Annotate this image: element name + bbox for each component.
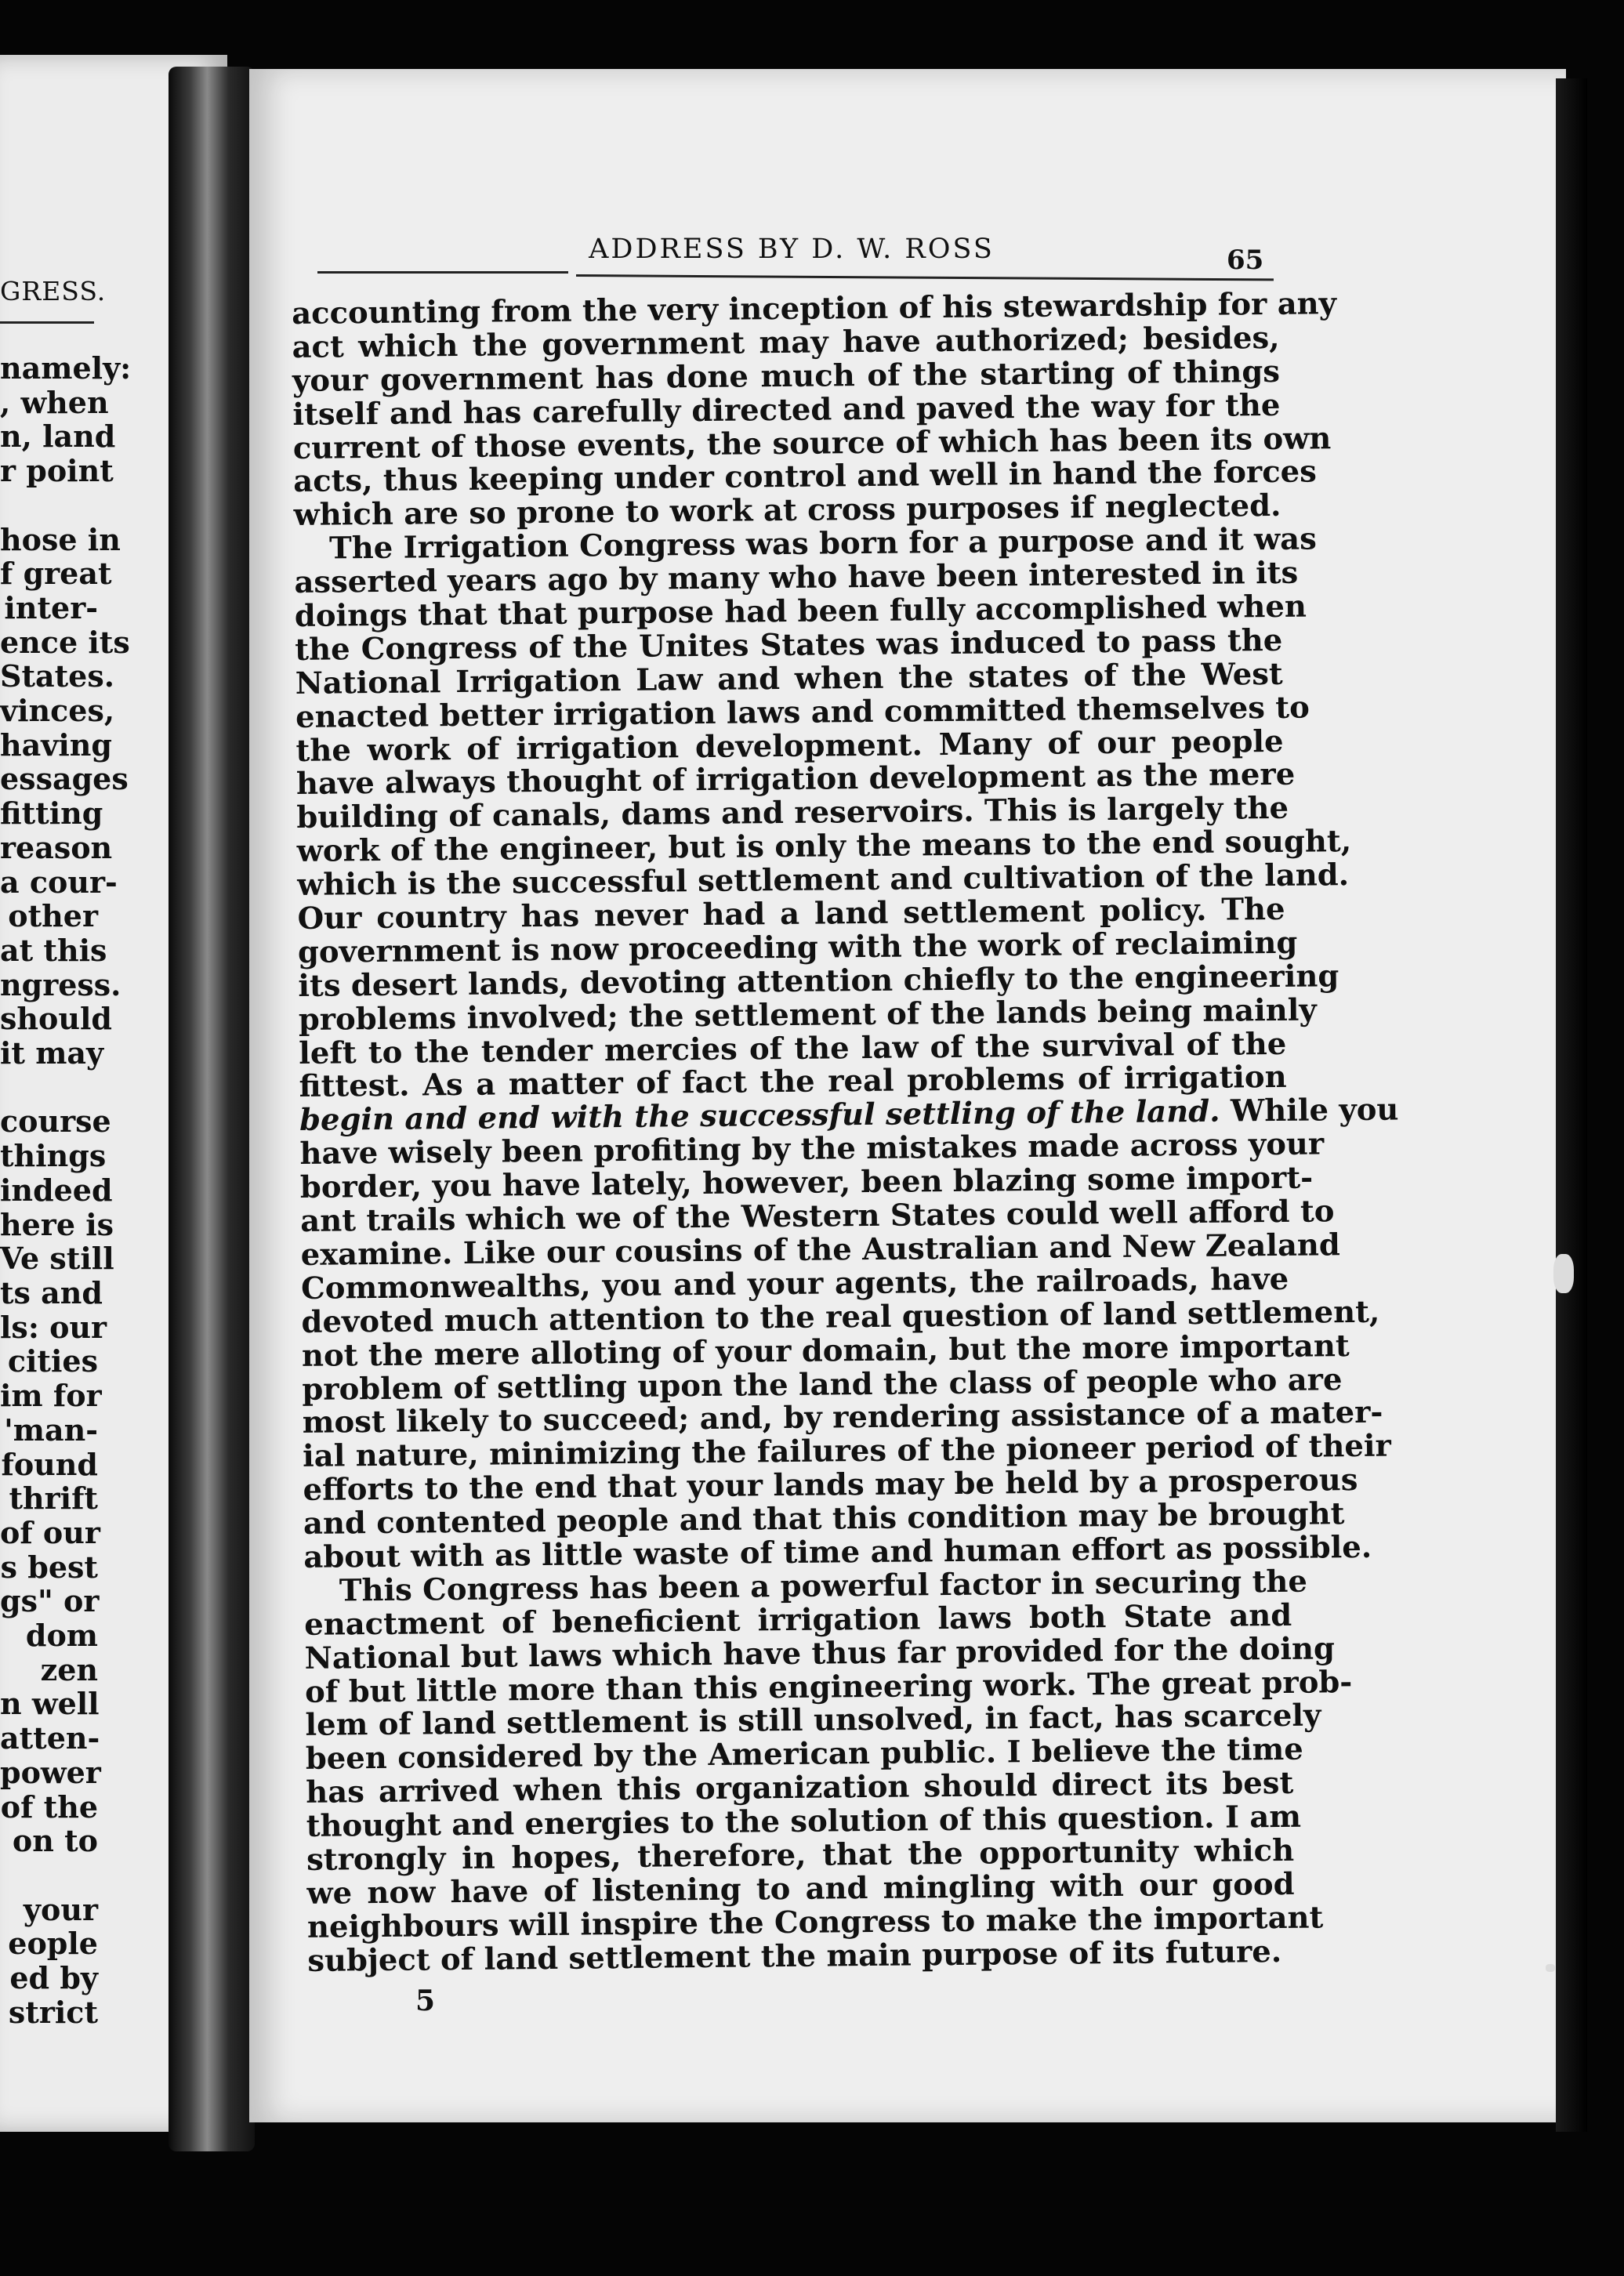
text-line: has arrived when this organization should direct its best	[306, 1766, 1294, 1811]
left-text-line: ence its	[0, 624, 130, 660]
left-text-line: reason	[0, 829, 113, 865]
left-text-line: namely:	[0, 350, 132, 386]
text-line: enactment of beneficient irrigation laws both State and	[304, 1597, 1292, 1643]
text-line: the Congress of the Unites States was induced to pass the	[295, 622, 1283, 668]
text-line: devoted much attention to the real question of land settlement,	[301, 1294, 1380, 1340]
text-line: subject of land settlement the main purpose of its future.	[307, 1934, 1282, 1979]
left-text-line: power	[0, 1754, 101, 1790]
text-line: doings that that purpose had been fully accomplished when	[294, 589, 1307, 634]
text-line: strongly in hopes, therefore, that the opportunity which	[306, 1832, 1295, 1878]
paper-speck	[1553, 1254, 1574, 1293]
text-line: your government has done much of the starting of things	[292, 353, 1281, 399]
text-line: have wisely been profiting by the mistakes made across your	[299, 1126, 1325, 1172]
text-fragment: While you	[1220, 1092, 1399, 1130]
body-text	[291, 286, 1399, 1979]
left-text-line: of the	[0, 1789, 98, 1825]
left-running-title: GRESS.	[0, 276, 107, 306]
text-line: left to the tender mercies of the law of the survival of the	[299, 1026, 1287, 1071]
text-line: act which the government may have authorized; besides,	[292, 320, 1280, 365]
text-line: acts, thus keeping under control and well in hand the forces	[293, 454, 1318, 500]
left-text-line: Ve still	[0, 1241, 114, 1277]
left-page-text	[0, 350, 132, 2030]
left-text-line: eople	[8, 1926, 98, 1962]
left-text-line	[0, 1858, 98, 1893]
left-text-line: a cour-	[0, 864, 118, 900]
left-text-line: dom	[25, 1618, 98, 1654]
left-text-line: having	[0, 727, 112, 763]
left-text-line	[0, 1071, 98, 1105]
left-text-line: thrift	[9, 1480, 98, 1517]
text-line: which are so prone to work at cross purposes if neglected.	[293, 488, 1281, 534]
left-text-line: other	[8, 898, 98, 934]
italic-phrase: begin and end with the successful settling of the land.	[299, 1094, 1220, 1139]
text-line: have always thought of irrigation development as the mere	[295, 757, 1296, 803]
left-text-line: f great	[0, 556, 112, 592]
text-line: thought and energies to the solution of this question. I am	[306, 1799, 1302, 1844]
text-line: border, you have lately, however, been blazing some import-	[299, 1160, 1314, 1206]
text-line: problems involved; the settlement of the lands being mainly	[298, 992, 1317, 1038]
text-line: we now have of listening to and mingling with our good	[306, 1866, 1295, 1912]
text-line: most likely to succeed; and, by rendering assistance of a mater-	[302, 1395, 1383, 1441]
text-line: National but laws which have thus far provided for the doing	[304, 1630, 1336, 1676]
left-text-line: inter-	[4, 589, 98, 625]
text-line: its desert lands, devoting attention chiefly to the engineering	[298, 959, 1339, 1004]
left-text-line: should	[0, 1001, 113, 1037]
left-text-line: indeed	[0, 1172, 113, 1208]
text-line: neighbours will inspire the Congress to make the important	[306, 1900, 1324, 1945]
text-line: problem of settling upon the land the class of people who are	[302, 1361, 1343, 1408]
left-text-line: r point	[0, 453, 114, 489]
text-line: efforts to the end that your lands may be held by a prosperous	[303, 1462, 1358, 1509]
left-text-line: at this	[0, 932, 107, 968]
left-text-line: States.	[0, 658, 114, 694]
text-line: current of those events, the source of which has been its own	[292, 420, 1332, 466]
left-text-line: ngress.	[0, 966, 121, 1002]
text-line: government is now proceeding with the work of reclaiming	[297, 925, 1298, 970]
left-text-line: gs" or	[0, 1583, 100, 1619]
left-text-line	[0, 488, 98, 523]
left-text-line: strict	[8, 1994, 98, 2030]
left-text-line: n, land	[0, 419, 116, 455]
left-text-line: found	[1, 1446, 98, 1482]
left-text-line: course	[0, 1104, 111, 1140]
running-title: ADDRESS BY D. W. ROSS	[589, 234, 995, 265]
text-line: the work of irrigation development. Many of our people	[295, 723, 1284, 769]
left-text-line: things	[0, 1138, 107, 1174]
left-text-line: essages	[0, 761, 129, 797]
page-edge-shadow	[1556, 78, 1587, 2132]
left-text-line: your	[23, 1891, 98, 1927]
left-text-line: ts and	[0, 1274, 103, 1310]
left-text-line: fitting	[0, 796, 103, 832]
text-line: itself and has carefully directed and paved the way for the	[292, 387, 1281, 433]
text-line: asserted years ago by many who have been interested in its	[294, 555, 1299, 601]
text-line: of but little more than this engineering work. The great prob-	[304, 1664, 1353, 1710]
left-text-line: cities	[7, 1343, 98, 1379]
left-text-line: n well	[0, 1686, 100, 1722]
signature-mark: 5	[415, 1984, 436, 2017]
left-text-line: vinces,	[0, 693, 115, 729]
text-line: enacted better irrigation laws and committed themselves to	[295, 690, 1310, 735]
page-number: 65	[1227, 245, 1264, 276]
paper-speck	[1546, 1964, 1555, 1972]
left-text-line: it may	[0, 1035, 104, 1071]
text-line: Commonwealths, you and your agents, the railroads, have	[300, 1261, 1289, 1307]
text-line: lem of land settlement is still unsolved, in fact, has scarcely	[305, 1698, 1321, 1744]
text-line: building of canals, dams and reservoirs. This is largely the	[296, 791, 1289, 836]
left-text-line: atten-	[0, 1720, 100, 1756]
text-line: not the mere alloting of your domain, but the more important	[301, 1328, 1350, 1374]
text-line: examine. Like our cousins of the Australian and New Zealand	[300, 1227, 1341, 1273]
left-text-line: here is	[0, 1206, 114, 1242]
text-line: about with as little waste of time and human effort as possible.	[303, 1529, 1372, 1575]
text-line: This Congress has been a powerful factor in securing the	[339, 1564, 1308, 1609]
text-line: ant trails which we of the Western States could well afford to	[300, 1194, 1335, 1239]
text-line: accounting from the very inception of his stewardship for any	[291, 286, 1337, 332]
text-line: and contented people and that this condition may be brought	[303, 1496, 1345, 1542]
left-text-line: 'man-	[4, 1412, 98, 1448]
left-text-line: , when	[0, 384, 109, 420]
left-text-line: hose in	[0, 521, 121, 557]
text-line: been considered by the American public. I believe the time	[305, 1731, 1303, 1778]
text-line: work of the engineer, but is only the means to the end sought,	[296, 824, 1352, 870]
text-line: which is the successful settlement and cultivation of the land.	[296, 857, 1350, 904]
book-gutter	[169, 67, 255, 2151]
left-text-line: im for	[0, 1378, 102, 1414]
header-rule-left	[317, 271, 568, 274]
text-line: Our country has never had a land settlement policy. The	[297, 891, 1285, 937]
left-text-line: s best	[0, 1549, 98, 1585]
left-text-line: on to	[12, 1823, 98, 1859]
left-text-line: zen	[40, 1651, 98, 1687]
left-text-line: ls: our	[0, 1309, 107, 1345]
left-text-line: of our	[0, 1514, 100, 1550]
left-header-rule	[0, 321, 94, 324]
text-line: fittest. As a matter of fact the real problems of irrigation	[299, 1060, 1287, 1105]
text-line: National Irrigation Law and when the states of the West	[295, 656, 1283, 701]
text-line: ial nature, minimizing the failures of the pioneer period of their	[302, 1428, 1392, 1475]
left-text-line: ed by	[9, 1960, 98, 1996]
text-line: The Irrigation Congress was born for a purpose and it was	[328, 521, 1318, 567]
